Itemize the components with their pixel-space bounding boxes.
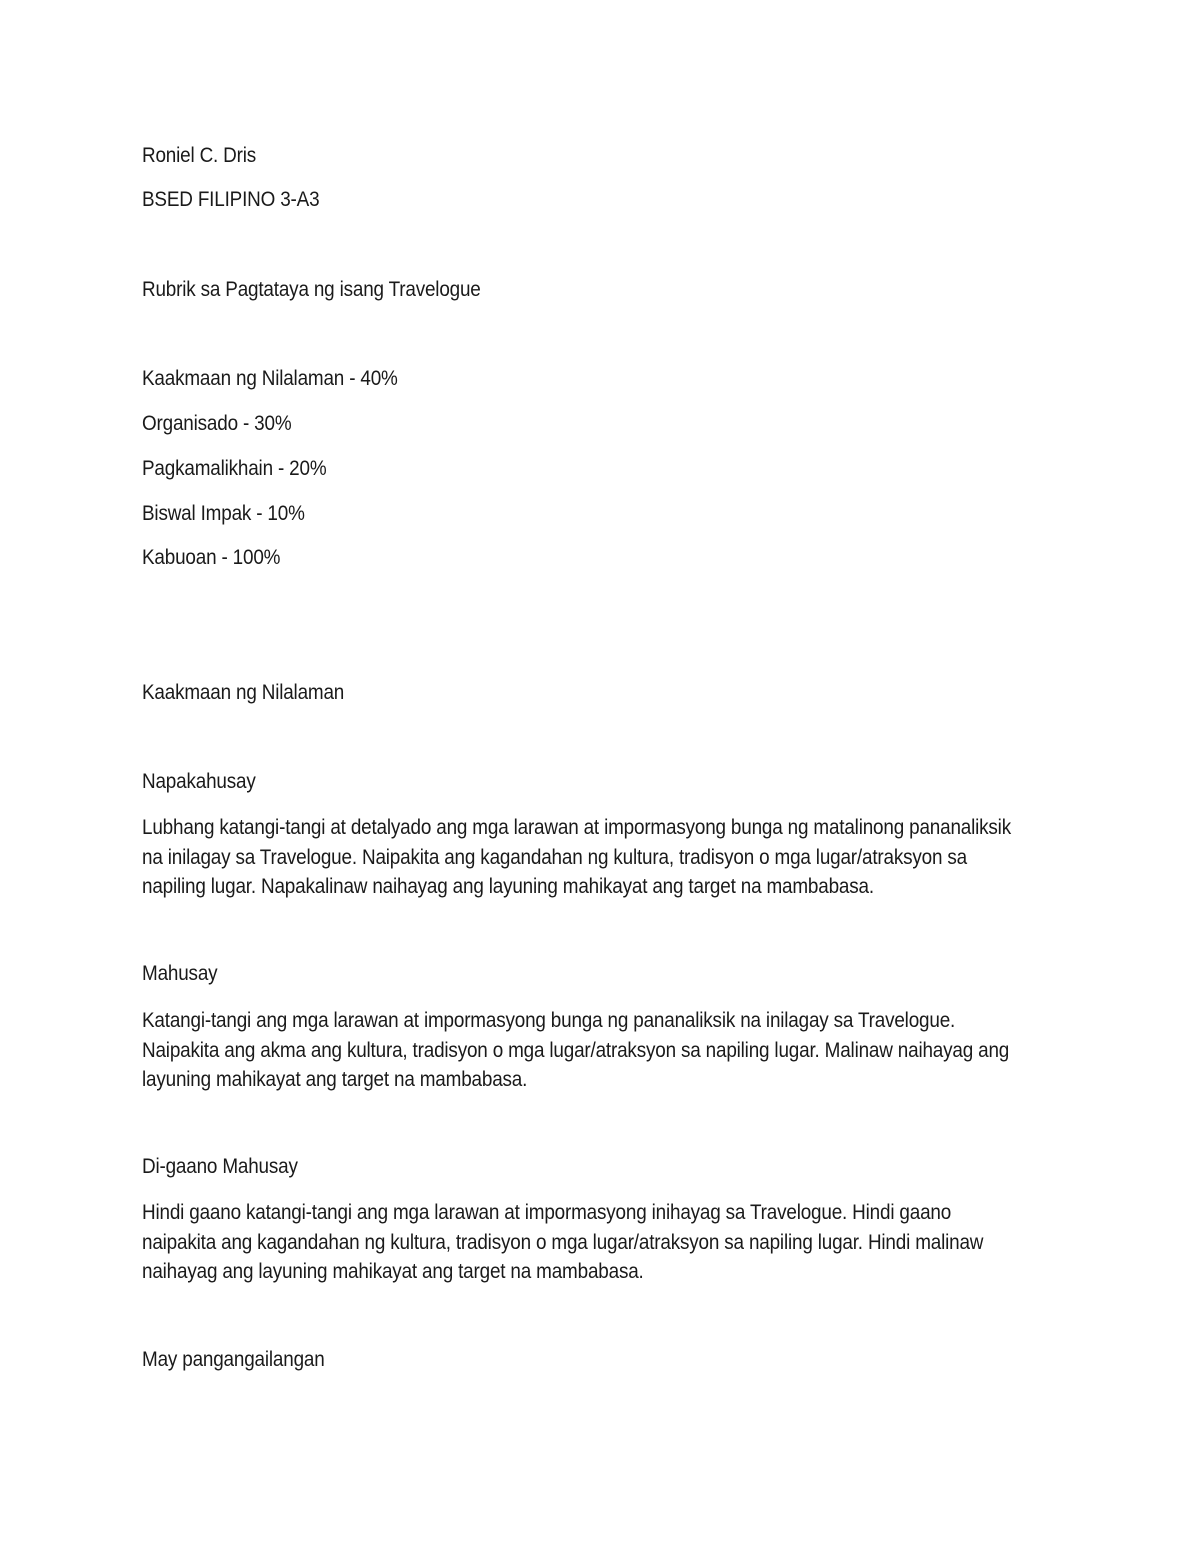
level-label: Mahusay (142, 962, 218, 985)
level-description (142, 813, 1042, 902)
description-line: na inilagay sa Travelogue. Naipakita ang kagandahan ng kultura, tradisyon o mga lugar/atraksyon sa (142, 845, 967, 869)
criteria-item: Kaakmaan ng Nilalaman - 40% (142, 367, 398, 390)
level-description (142, 1198, 1042, 1287)
description-line: napiling lugar. Napakalinaw naihayag ang layuning mahikayat ang target na mambabasa. (142, 875, 874, 898)
description-line: Lubhang katangi-tangi at detalyado ang mga larawan at impormasyong bunga ng matalinong pananaliksik (142, 816, 1011, 839)
criteria-item: Pagkamalikhain - 20% (142, 457, 327, 480)
level-label: May pangangailangan (142, 1348, 325, 1371)
criteria-total: Kabuoan - 100% (142, 546, 281, 569)
section-title: Kaakmaan ng Nilalaman (142, 681, 345, 704)
criteria-item: Organisado - 30% (142, 412, 292, 435)
author-name: Roniel C. Dris (142, 144, 257, 167)
description-line: Katangi-tangi ang mga larawan at impormasyong bunga ng pananaliksik na inilagay sa Travelogue. (142, 1009, 956, 1032)
criteria-item: Biswal Impak - 10% (142, 502, 305, 525)
description-line: Hindi gaano katangi-tangi ang mga larawan at impormasyong inihayag sa Travelogue. Hindi gaano (142, 1201, 952, 1224)
description-line: layuning mahikayat ang target na mambabasa. (142, 1068, 528, 1091)
description-line: Naipakita ang akma ang kultura, tradisyon o mga lugar/atraksyon sa napiling lugar. Malinaw naihayag ang (142, 1038, 1010, 1062)
description-line: naipakita ang kagandahan ng kultura, tradisyon o mga lugar/atraksyon sa napiling lugar. Hindi malinaw (142, 1230, 984, 1254)
level-label: Napakahusay (142, 770, 256, 793)
description-line: naihayag ang layuning mahikayat ang target na mambabasa. (142, 1260, 644, 1283)
document-title: Rubrik sa Pagtataya ng isang Travelogue (142, 278, 481, 301)
level-label: Di-gaano Mahusay (142, 1155, 298, 1178)
level-description (142, 1006, 1042, 1095)
author-course: BSED FILIPINO 3-A3 (142, 188, 320, 211)
